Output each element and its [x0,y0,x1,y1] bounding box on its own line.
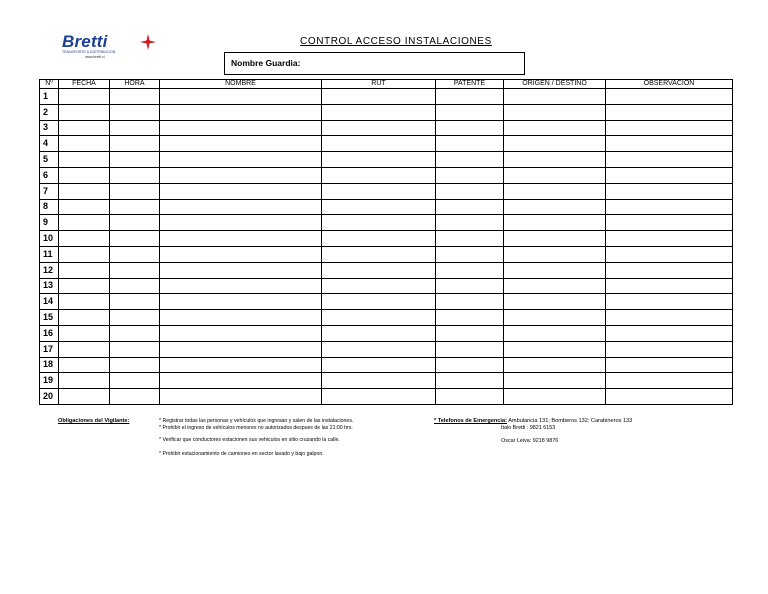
table-row [40,183,733,199]
table-cell[interactable] [160,215,322,231]
table-cell[interactable] [322,325,436,341]
table-row [40,278,733,294]
table-cell[interactable] [110,341,160,357]
form-title: CONTROL ACCESO INSTALACIONES [300,36,492,47]
table-cell[interactable] [59,136,110,152]
table-cell[interactable] [59,246,110,262]
table-cell[interactable] [606,373,733,389]
table-row [40,294,733,310]
table-cell[interactable] [160,167,322,183]
row-number: 14 [40,294,59,310]
table-cell[interactable] [504,246,606,262]
table-cell[interactable] [160,325,322,341]
table-cell[interactable] [110,310,160,326]
table-cell[interactable] [59,262,110,278]
table-cell[interactable] [322,215,436,231]
table-cell[interactable] [606,136,733,152]
table-cell[interactable] [436,310,504,326]
table-cell[interactable] [606,278,733,294]
table-cell[interactable] [59,199,110,215]
table-cell[interactable] [606,262,733,278]
table-row [40,89,733,105]
row-number: 13 [40,278,59,294]
table-cell[interactable] [160,357,322,373]
emergency-label: * Telefonos de Emergencia: [434,418,507,424]
table-row [40,152,733,168]
table-cell[interactable] [504,262,606,278]
row-number: 12 [40,262,59,278]
table-cell[interactable] [160,136,322,152]
table-cell[interactable] [160,262,322,278]
table-cell[interactable] [160,310,322,326]
row-number: 11 [40,246,59,262]
table-row [40,246,733,262]
table-cell[interactable] [110,89,160,105]
row-number: 6 [40,167,59,183]
table-cell[interactable] [504,215,606,231]
table-cell[interactable] [436,246,504,262]
table-cell[interactable] [110,104,160,120]
table-cell[interactable] [322,104,436,120]
table-cell[interactable] [322,199,436,215]
table-cell[interactable] [322,262,436,278]
table-cell[interactable] [322,389,436,405]
table-cell[interactable] [110,215,160,231]
table-cell[interactable] [436,231,504,247]
table-cell[interactable] [110,120,160,136]
table-row [40,215,733,231]
row-number: 17 [40,341,59,357]
table-cell[interactable] [160,104,322,120]
table-cell[interactable] [436,325,504,341]
table-cell[interactable] [59,167,110,183]
table-cell[interactable] [436,183,504,199]
table-cell[interactable] [504,136,606,152]
table-cell[interactable] [436,373,504,389]
row-number: 8 [40,199,59,215]
table-cell[interactable] [606,167,733,183]
logo-wordmark: Bretti [62,32,108,51]
table-cell[interactable] [606,231,733,247]
column-header: RUT [322,80,436,89]
table-cell[interactable] [110,325,160,341]
table-cell[interactable] [322,278,436,294]
table-cell[interactable] [322,310,436,326]
table-cell[interactable] [110,373,160,389]
table-cell[interactable] [504,104,606,120]
table-cell[interactable] [606,246,733,262]
table-cell[interactable] [322,357,436,373]
table-cell[interactable] [110,262,160,278]
table-cell[interactable] [606,341,733,357]
row-number: 10 [40,231,59,247]
table-cell[interactable] [160,231,322,247]
row-number: 3 [40,120,59,136]
table-row [40,357,733,373]
table-cell[interactable] [436,389,504,405]
table-cell[interactable] [110,199,160,215]
table-cell[interactable] [110,278,160,294]
table-cell[interactable] [504,199,606,215]
table-cell[interactable] [436,341,504,357]
table-cell[interactable] [110,389,160,405]
obligation-rule: * Prohibir el ingreso de vehículos menores no autorizados despues de las 21:00 hrs. [159,425,353,431]
table-cell[interactable] [504,294,606,310]
table-cell[interactable] [504,310,606,326]
table-cell[interactable] [504,357,606,373]
table-cell[interactable] [322,89,436,105]
obligation-rule: * Registrar todas las personas y vehículos que ingresan y salen de las instalaciones. [159,418,354,424]
table-cell[interactable] [59,183,110,199]
column-header: HORA [110,80,160,89]
table-cell[interactable] [110,183,160,199]
table-cell[interactable] [110,357,160,373]
table-cell[interactable] [160,199,322,215]
table-cell[interactable] [59,215,110,231]
table-cell[interactable] [160,120,322,136]
logo-star-icon [140,34,156,50]
table-cell[interactable] [322,231,436,247]
table-cell[interactable] [504,152,606,168]
row-number: 15 [40,310,59,326]
table-row [40,199,733,215]
table-cell[interactable] [504,373,606,389]
table-cell[interactable] [436,357,504,373]
table-cell[interactable] [59,89,110,105]
column-header: ORIGEN / DESTINO [504,80,606,89]
column-header: NOMBRE [160,80,322,89]
table-cell[interactable] [606,120,733,136]
column-header: OBSERVACION [606,80,733,89]
table-cell[interactable] [59,152,110,168]
table-cell[interactable] [110,294,160,310]
table-row [40,167,733,183]
table-cell[interactable] [436,262,504,278]
table-cell[interactable] [322,341,436,357]
table-cell[interactable] [110,246,160,262]
emergency-phones [434,418,632,424]
table-cell[interactable] [322,167,436,183]
table-cell[interactable] [322,120,436,136]
table-cell[interactable] [59,341,110,357]
table-cell[interactable] [59,120,110,136]
table-cell[interactable] [59,310,110,326]
row-number: 2 [40,104,59,120]
table-cell[interactable] [606,215,733,231]
table-row [40,325,733,341]
column-header: PATENTE [436,80,504,89]
table-row [40,389,733,405]
table-cell[interactable] [606,104,733,120]
row-number: 4 [40,136,59,152]
table-cell[interactable] [606,357,733,373]
emergency-numbers: Ambulancia 131; Bomberos 132; Carabineros 133 [508,418,633,424]
table-cell[interactable] [436,294,504,310]
table-cell[interactable] [59,389,110,405]
table-cell[interactable] [436,215,504,231]
table-cell[interactable] [160,341,322,357]
table-cell[interactable] [606,389,733,405]
emergency-contact: Oscar Leiva: 9218 9876 [501,438,559,444]
table-cell[interactable] [160,373,322,389]
column-header: FECHA [59,80,110,89]
table-cell[interactable] [160,294,322,310]
table-cell[interactable] [606,310,733,326]
table-cell[interactable] [160,183,322,199]
table-cell[interactable] [504,167,606,183]
table-cell[interactable] [504,231,606,247]
table-cell[interactable] [504,183,606,199]
table-cell[interactable] [504,89,606,105]
table-cell[interactable] [436,152,504,168]
table-row [40,341,733,357]
table-row [40,120,733,136]
table-cell[interactable] [59,278,110,294]
obligation-rule: * Verificar que conductores estacionen sus vehiculos en sitio cruzando la calle. [159,437,340,443]
table-header-row [40,80,733,89]
table-row [40,310,733,326]
table-cell[interactable] [322,152,436,168]
table-row [40,136,733,152]
table-cell[interactable] [160,89,322,105]
row-number: 9 [40,215,59,231]
guard-name-field[interactable] [224,52,525,75]
table-cell[interactable] [110,167,160,183]
table-cell[interactable] [504,120,606,136]
table-cell[interactable] [436,120,504,136]
logo-tagline: TRANSPORTE & DISTRIBUCION [62,50,116,54]
table-cell[interactable] [110,152,160,168]
table-row [40,373,733,389]
table-cell[interactable] [160,389,322,405]
table-cell[interactable] [436,199,504,215]
table-cell[interactable] [322,294,436,310]
table-cell[interactable] [160,246,322,262]
table-row [40,262,733,278]
obligation-rule: * Prohibir estacionamiento de camiones en sector lavado y bajo galpon. [159,451,324,457]
table-cell[interactable] [322,246,436,262]
row-number: 18 [40,357,59,373]
logo-url: www.bretti.cl [85,55,105,59]
table-cell[interactable] [59,294,110,310]
row-number: 1 [40,89,59,105]
table-cell[interactable] [436,136,504,152]
table-cell[interactable] [59,325,110,341]
table-cell[interactable] [110,136,160,152]
table-cell[interactable] [436,167,504,183]
table-row [40,104,733,120]
emergency-contact: Italo Bretti : 9821 6153 [501,425,556,431]
table-cell[interactable] [606,294,733,310]
table-cell[interactable] [606,325,733,341]
table-cell[interactable] [59,373,110,389]
obligations-heading: Obligaciones del Vigilante: [58,418,130,424]
table-cell[interactable] [606,152,733,168]
table-cell[interactable] [59,357,110,373]
table-cell[interactable] [436,89,504,105]
row-number: 5 [40,152,59,168]
company-logo [60,32,160,64]
table-row [40,231,733,247]
column-header: Nº [40,80,59,89]
table-cell[interactable] [436,278,504,294]
table-cell[interactable] [606,199,733,215]
table-cell[interactable] [504,389,606,405]
table-cell[interactable] [322,373,436,389]
access-log-table [39,79,733,405]
table-cell[interactable] [504,341,606,357]
table-cell[interactable] [504,325,606,341]
table-cell[interactable] [504,278,606,294]
table-cell[interactable] [322,183,436,199]
row-number: 16 [40,325,59,341]
table-cell[interactable] [110,231,160,247]
row-number: 7 [40,183,59,199]
row-number: 20 [40,389,59,405]
table-cell[interactable] [160,278,322,294]
table-cell[interactable] [436,104,504,120]
table-cell[interactable] [322,136,436,152]
table-cell[interactable] [59,104,110,120]
table-cell[interactable] [606,89,733,105]
table-cell[interactable] [59,231,110,247]
row-number: 19 [40,373,59,389]
guard-name-label: Nombre Guardia: [231,58,301,68]
table-cell[interactable] [606,183,733,199]
table-cell[interactable] [160,152,322,168]
